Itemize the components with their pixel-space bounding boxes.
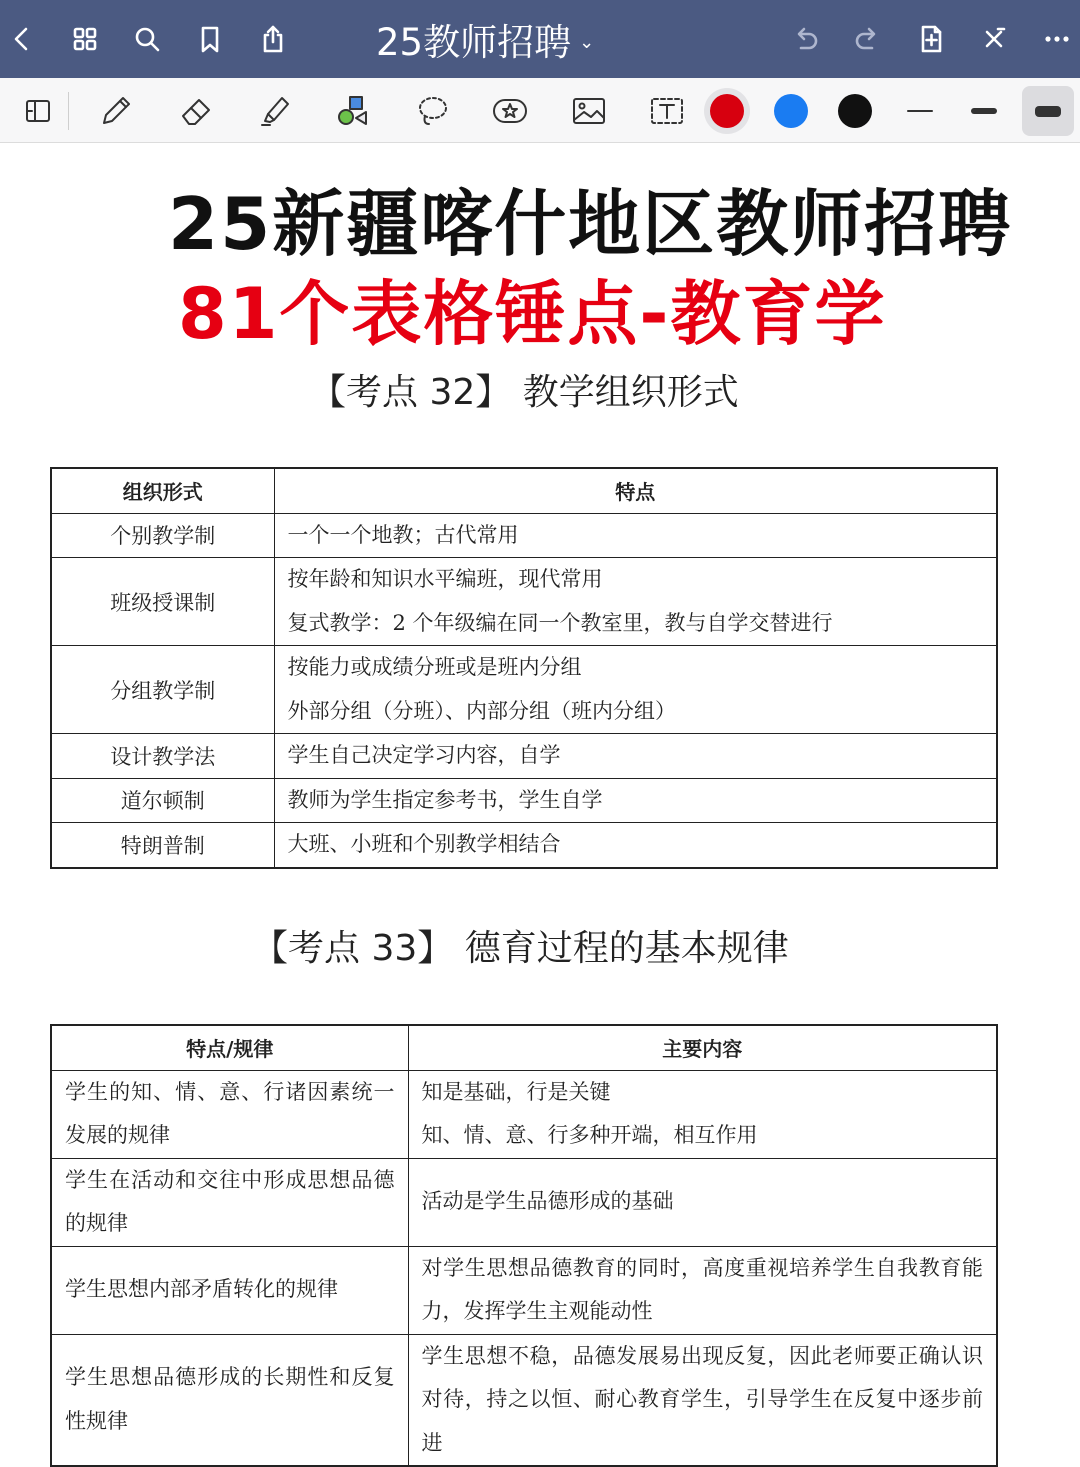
image-tool-icon[interactable] xyxy=(564,86,614,136)
back-icon[interactable] xyxy=(0,17,44,61)
redo-icon[interactable] xyxy=(846,17,890,61)
table-cell xyxy=(408,1158,997,1246)
shape-tool-icon[interactable] xyxy=(328,86,378,136)
lasso-tool-icon[interactable] xyxy=(407,86,457,136)
table-row xyxy=(51,1158,997,1246)
color-swatch-blue[interactable] xyxy=(774,94,808,128)
chevron-down-icon: ⌄ xyxy=(579,31,595,53)
add-page-icon[interactable] xyxy=(909,17,953,61)
document-subheading: 81个表格锤点-教育学 xyxy=(178,273,887,355)
table-cell xyxy=(51,1246,408,1334)
cell-line: 知、情、意、行多种开端，相互作用 xyxy=(421,1123,758,1147)
table-cell xyxy=(274,778,997,823)
document-title: 25教师招聘 xyxy=(376,21,572,64)
column-header: 主要内容 xyxy=(408,1025,997,1070)
text-tool-icon[interactable] xyxy=(642,86,692,136)
document-heading: 25新疆喀什地区教师招聘 xyxy=(168,182,1013,266)
top-navigation-bar xyxy=(0,0,1080,78)
table-row xyxy=(51,823,997,868)
table-cell xyxy=(274,513,997,558)
close-pen-icon[interactable] xyxy=(972,17,1016,61)
table-cell xyxy=(274,823,997,868)
stroke-thick-option[interactable] xyxy=(1022,86,1074,136)
highlighter-tool-icon[interactable] xyxy=(250,86,300,136)
table-row xyxy=(51,1246,997,1334)
cell-line: 大班、小班和个别教学相结合 xyxy=(287,832,561,856)
column-header: 组织形式 xyxy=(51,468,274,513)
table-cell: 分组教学制 xyxy=(51,646,274,734)
cell-text: 学生思想品德形成的长期性和反复性规律 xyxy=(65,1365,395,1433)
table-header-row xyxy=(51,1025,997,1070)
color-swatch-red[interactable] xyxy=(710,94,744,128)
stroke-medium-option[interactable] xyxy=(958,86,1010,136)
table-cell xyxy=(51,1070,408,1158)
table-header-row xyxy=(51,468,997,513)
cell-line: 活动是学生品德形成的基础 xyxy=(421,1189,674,1214)
cell-line: 按年龄和知识水平编班，现代常用 xyxy=(287,567,603,591)
cell-line: 学生自己决定学习内容，自学 xyxy=(287,743,561,767)
sticker-tool-icon[interactable] xyxy=(485,86,535,136)
table-cell: 班级授课制 xyxy=(51,558,274,646)
section-32-title: 【考点 32】 教学组织形式 xyxy=(310,372,739,413)
table-row xyxy=(51,1070,997,1158)
cell-line: 按能力或成绩分班或是班内分组 xyxy=(287,655,582,679)
table-row xyxy=(51,734,997,779)
table-row xyxy=(51,513,997,558)
table-cell xyxy=(274,646,997,734)
share-icon[interactable] xyxy=(251,17,295,61)
page-layout-icon[interactable] xyxy=(13,86,63,136)
toolbar-divider xyxy=(68,92,69,130)
search-icon[interactable] xyxy=(125,17,169,61)
undo-icon[interactable] xyxy=(783,17,827,61)
table-row xyxy=(51,646,997,734)
annotation-toolbar xyxy=(0,78,1080,143)
cell-line: 复式教学：2 个年级编在同一个教室里，教与自学交替进行 xyxy=(287,610,833,635)
table-cell xyxy=(408,1070,997,1158)
cell-text: 学生的知、情、意、行诸因素统一发展的规律 xyxy=(65,1079,395,1147)
cell-line: 一个一个地教；古代常用 xyxy=(287,522,519,547)
section-33-title: 【考点 33】 德育过程的基本规律 xyxy=(252,928,789,969)
column-header: 特点 xyxy=(274,468,997,513)
pen-tool-icon[interactable] xyxy=(91,86,141,136)
grid-view-icon[interactable] xyxy=(63,17,107,61)
moral-education-laws-table xyxy=(50,1024,998,1467)
cell-text: 学生思想内部矛盾转化的规律 xyxy=(65,1277,338,1302)
cell-line: 知是基础，行是关键 xyxy=(421,1079,611,1104)
more-icon[interactable] xyxy=(1035,17,1079,61)
table-cell: 设计教学法 xyxy=(51,734,274,779)
table-row xyxy=(51,1334,997,1466)
table-cell: 个别教学制 xyxy=(51,513,274,558)
cell-text: 对学生思想品德教育的同时，高度重视培养学生自我教育能力，发挥学生主观能动性 xyxy=(421,1255,983,1323)
table-cell xyxy=(274,734,997,779)
table-cell: 道尔顿制 xyxy=(51,778,274,823)
eraser-tool-icon[interactable] xyxy=(171,86,221,136)
table-cell xyxy=(51,1334,408,1466)
table-cell xyxy=(408,1246,997,1334)
table-row xyxy=(51,558,997,646)
bookmark-icon[interactable] xyxy=(188,17,232,61)
document-title-dropdown[interactable] xyxy=(376,14,594,64)
table-cell: 特朗普制 xyxy=(51,823,274,868)
cell-line: 外部分组（分班）、内部分组（班内分组） xyxy=(287,698,676,723)
table-cell xyxy=(51,1158,408,1246)
table-cell xyxy=(408,1334,997,1466)
table-cell xyxy=(274,558,997,646)
cell-line: 教师为学生指定参考书，学生自学 xyxy=(287,787,603,812)
column-header: 特点/规律 xyxy=(51,1025,408,1070)
cell-text: 学生在活动和交往中形成思想品德的规律 xyxy=(65,1167,395,1235)
teaching-organization-table xyxy=(50,467,998,869)
cell-text: 学生思想不稳，品德发展易出现反复，因此老师要正确认识对待，持之以恒、耐心教育学生，引导学生在反复中逐步前进 xyxy=(421,1343,983,1455)
table-row xyxy=(51,778,997,823)
color-swatch-black[interactable] xyxy=(838,94,872,128)
stroke-thin-option[interactable] xyxy=(894,86,946,136)
